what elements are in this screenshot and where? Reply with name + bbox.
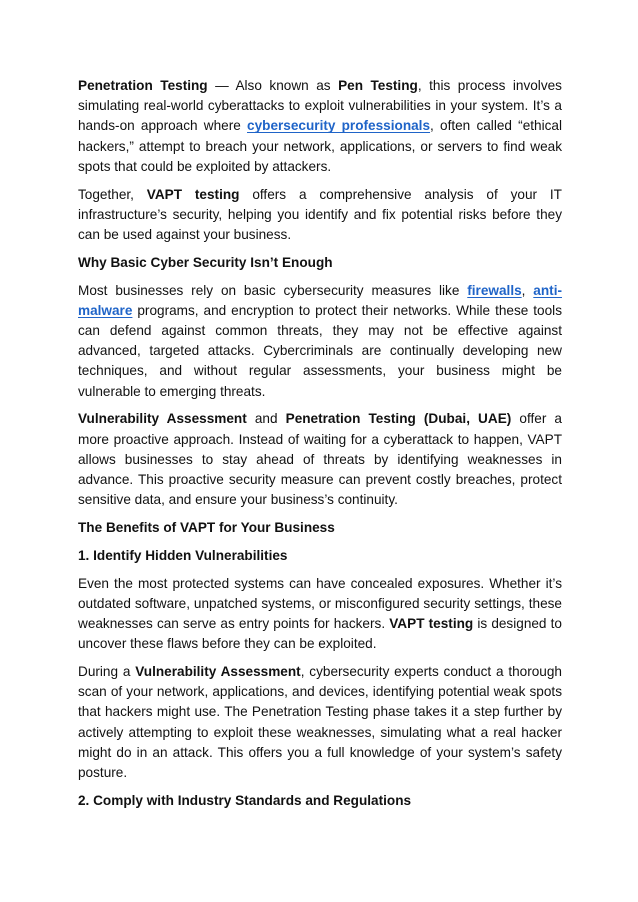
paragraph-text: is designed to uncover these flaws before they can be exploited. xyxy=(78,616,562,652)
paragraph-basic-measures xyxy=(78,281,562,402)
paragraph-penetration-testing xyxy=(78,76,562,177)
document-page xyxy=(78,76,562,819)
heading-comply-with-standards: 2. Comply with Industry Standards and Regulations xyxy=(78,792,412,808)
bold-term: Vulnerability Assessment xyxy=(78,411,247,427)
paragraph-vulnerability-assessment-process xyxy=(78,662,562,783)
bold-term: Vulnerability Assessment xyxy=(135,664,301,680)
link-firewalls[interactable]: firewalls xyxy=(467,282,522,298)
heading-why-basic-security: Why Basic Cyber Security Isn’t Enough xyxy=(78,254,333,270)
paragraph-text: Most businesses rely on basic cybersecurity measures like xyxy=(78,282,468,298)
link-cybersecurity-professionals[interactable]: cybersecurity professionals xyxy=(247,118,431,134)
paragraph-text: Even the most protected systems can have concealed exposures. Whether it’s outdated software, unpatched systems, or misconfigured security settings, these weaknesses can serve as entry points for hackers. xyxy=(78,575,562,632)
bold-term: VAPT testing xyxy=(389,616,474,632)
paragraph-text: and xyxy=(246,411,286,427)
link-anti-malware[interactable]: anti-malware xyxy=(78,282,562,318)
bold-term: VAPT testing xyxy=(146,186,240,202)
paragraph-vapt-together xyxy=(78,185,562,246)
paragraph-text: offers a comprehensive analysis of your IT infrastructure’s security, helping you identify and fix potential risks before they can be used against your business. xyxy=(78,186,562,243)
heading-identify-hidden-vulnerabilities: 1. Identify Hidden Vulnerabilities xyxy=(78,547,288,563)
paragraph-text: , often called “ethical hackers,” attempt to breach your network, applications, or servers to find weak spots that could be exploited by attackers. xyxy=(78,118,562,174)
paragraph-concealed-exposures xyxy=(78,574,562,655)
paragraph-text: , cybersecurity experts conduct a thorough scan of your network, applications, and devices, identifying potential weak spots that hackers might use. The Penetration Testing phase takes it a step further by actively attempting to exploit these weaknesses, simulating what a real hacker might do in an attack. This offers you a full knowledge of your system’s safety posture. xyxy=(78,664,562,781)
bold-term: Pen Testing xyxy=(338,78,418,93)
paragraph-text: Together, xyxy=(78,186,147,202)
heading-benefits-of-vapt: The Benefits of VAPT for Your Business xyxy=(78,520,335,536)
paragraph-proactive-approach xyxy=(78,409,562,510)
bold-term: Penetration Testing (Dubai, UAE) xyxy=(285,411,512,427)
paragraph-text: offer a more proactive approach. Instead of waiting for a cyberattack to happen, VAPT allows businesses to stay ahead of threats by identifying weaknesses in advance. This proactive security measure can prevent costly breaches, protect sensitive data, and ensure your business’s continuity. xyxy=(78,411,562,508)
paragraph-text: , xyxy=(521,282,534,298)
paragraph-text: — Also known as xyxy=(207,78,339,93)
bold-term: Penetration Testing xyxy=(78,78,208,93)
paragraph-text: During a xyxy=(78,664,136,680)
paragraph-text: programs, and encryption to protect their networks. While these tools can defend against common threats, they may not be effective against advanced, targeted attacks. Cybercriminals are continually developing new techniques, and without regular assessments, your business might be vulnerable to emerging threats. xyxy=(78,302,562,399)
paragraph-text: , this process involves simulating real-world cyberattacks to exploit vulnerabilities in your system. It’s a hands-on approach where xyxy=(78,78,562,134)
